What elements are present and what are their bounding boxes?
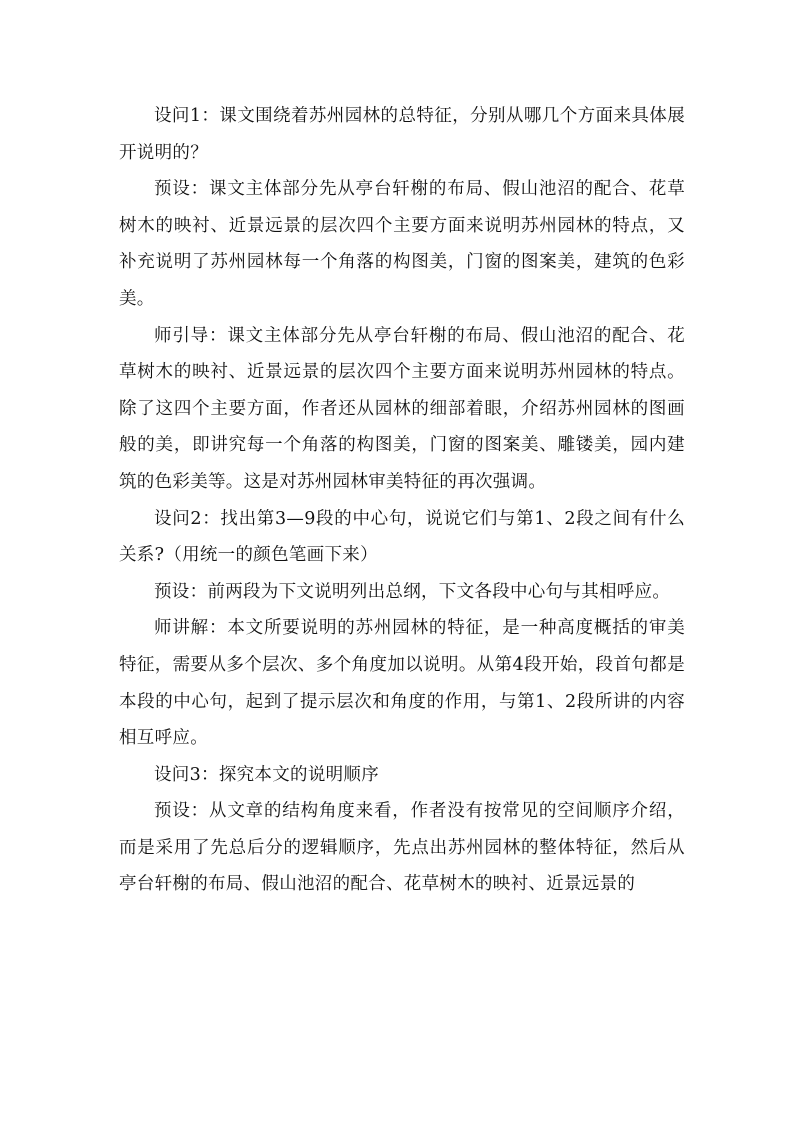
answer-2: 预设：前两段为下文说明列出总纲，下文各段中心句与其相呼应。 bbox=[154, 581, 671, 602]
question-3: 设问3：探究本文的说明顺序 bbox=[154, 764, 380, 785]
teacher-guidance-1: 师引导：课文主体部分先从亭台轩榭的布局、假山池沼的配合、花草树木的映衬、近景远景的层次四个主要方面来说明苏州园林的特点。除了这四个主要方面，作者还从园林的细部着眼，介绍苏州园林的图画般的美，即讲究每一个角落的构图美，门窗的图案美、雕镂美，园内建筑的色彩美等。这是对苏州园林审美特征的再次强调。 bbox=[119, 325, 685, 492]
question-1: 设问1：课文围绕着苏州园林的总特征，分别从哪几个方面来具体展开说明的？ bbox=[119, 106, 685, 163]
document-body bbox=[119, 98, 685, 903]
teacher-explanation-2: 师讲解：本文所要说明的苏州园林的特征，是一种高度概括的审美特征，需要从多个层次、多个角度加以说明。从第4段开始，段首句都是本段的中心句，起到了提示层次和角度的作用，与第1、2段所讲的内容相互呼应。 bbox=[119, 618, 685, 749]
answer-1: 预设：课文主体部分先从亭台轩榭的布局、假山池沼的配合、花草树木的映衬、近景远景的层次四个主要方面来说明苏州园林的特点，又补充说明了苏州园林每一个角落的构图美，门窗的图案美，建筑的色彩美。 bbox=[119, 179, 685, 309]
answer-3: 预设：从文章的结构角度来看，作者没有按常见的空间顺序介绍，而是采用了先总后分的逻辑顺序，先点出苏州园林的整体特征，然后从亭台轩榭的布局、假山池沼的配合、花草树木的映衬、近景远景的 bbox=[119, 801, 685, 895]
question-2: 设问2：找出第3—9段的中心句，说说它们与第1、2段之间有什么关系?（用统一的颜色笔画下来） bbox=[119, 508, 685, 566]
